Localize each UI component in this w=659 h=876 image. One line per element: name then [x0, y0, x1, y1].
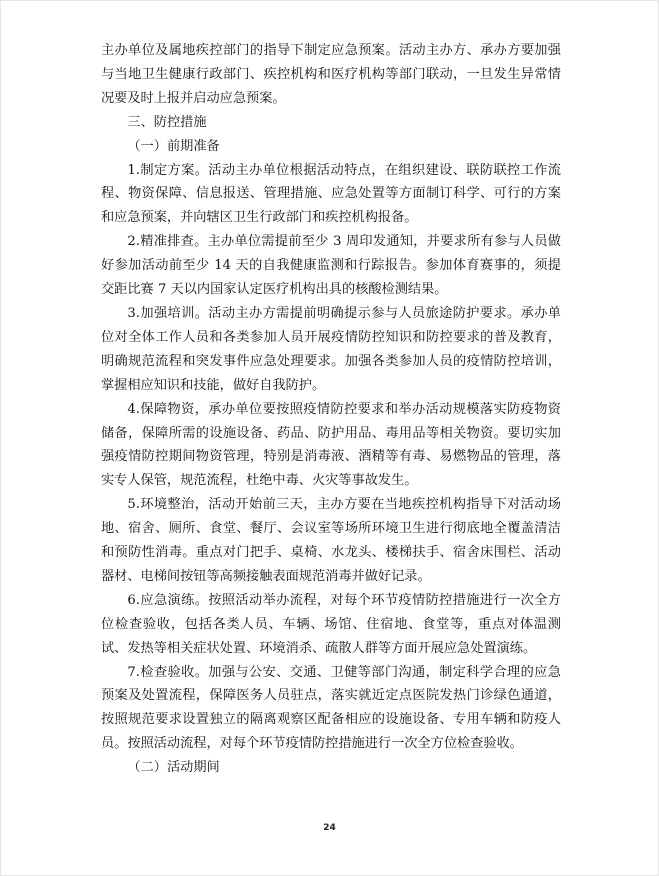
list-item: 3.加强培训。活动主办方需提前明确提示参与人员旅途防护要求。承办单位对全体工作人员和各类参加人员开展疫情防控知识和防控要求的普及教育，明确规范流程和突发事件应急处理要求。加强各类参加人员的疫情防控培训，掌握相应知识和技能，做好自我防护。	[101, 305, 561, 393]
list-item: 7.检查验收。加强与公安、交通、卫健等部门沟通，制定科学合理的应急预案及处置流程，保障医务人员驻点，落实就近定点医院发热门诊绿色通道，按照规范要求设置独立的隔离观察区配备相应的设施设备、专用车辆和防疫人员。按照活动流程，对每个环节疫情防控措施进行一次全方位检查验收。	[101, 664, 561, 752]
document-body	[101, 39, 561, 780]
page-number: 24	[323, 823, 336, 833]
list-item: 1.制定方案。活动主办单位根据活动特点，在组织建设、联防联控工作流程、物资保障、信息报送、管理措施、应急处置等方面制订科学、可行的方案和应急预案，并向辖区卫生行政部门和疾控机构报备。	[101, 162, 561, 226]
subsection-heading-preparation: （一）前期准备	[127, 138, 220, 154]
list-item: 2.精准排查。主办单位需提前至少 3 周印发通知，并要求所有参与人员做好参加活动前至少 14 天的自我健康监测和行踪报告。参加体育赛事的，须提交距比赛 7 天以内国家认定医疗机构出具的核酸检测结果。	[101, 234, 561, 298]
section-heading: 三、防控措施	[127, 114, 207, 130]
subsection-heading-during-event: （二）活动期间	[127, 760, 220, 776]
list-item: 4.保障物资，承办单位要按照疫情防控要求和举办活动规模落实防疫物资储备，保障所需的设施设备、药品、防护用品、毒用品等相关物资。要切实加强疫情防控期间物资管理，特别是消毒液、酒精等有毒、易燃物品的管理，落实专人保管，规范流程，杜绝中毒、火灾等事故发生。	[101, 401, 561, 489]
list-item: 6.应急演练。按照活动举办流程，对每个环节疫情防控措施进行一次全方位检查验收，包括各类人员、车辆、场馆、住宿地、食堂等，重点对体温测试、发热等相关症状处置、环境消杀、疏散人群等方面开展应急处置演练。	[101, 592, 561, 656]
list-item: 5.环境整治，活动开始前三天，主办方要在当地疾控机构指导下对活动场地、宿舍、厕所、食堂、餐厅、会议室等场所环境卫生进行彻底地全覆盖清洁和预防性消毒。重点对门把手、桌椅、水龙头、楼梯扶手、宿舍床围栏、活动器材、电梯间按钮等高频接触表面规范消毒并做好记录。	[101, 497, 561, 584]
intro-paragraph: 主办单位及属地疾控部门的指导下制定应急预案。活动主办方、承办方要加强与当地卫生健康行政部门、疾控机构和医疗机构等部门联动，一旦发生异常情况要及时上报并启动应急预案。	[101, 43, 561, 106]
